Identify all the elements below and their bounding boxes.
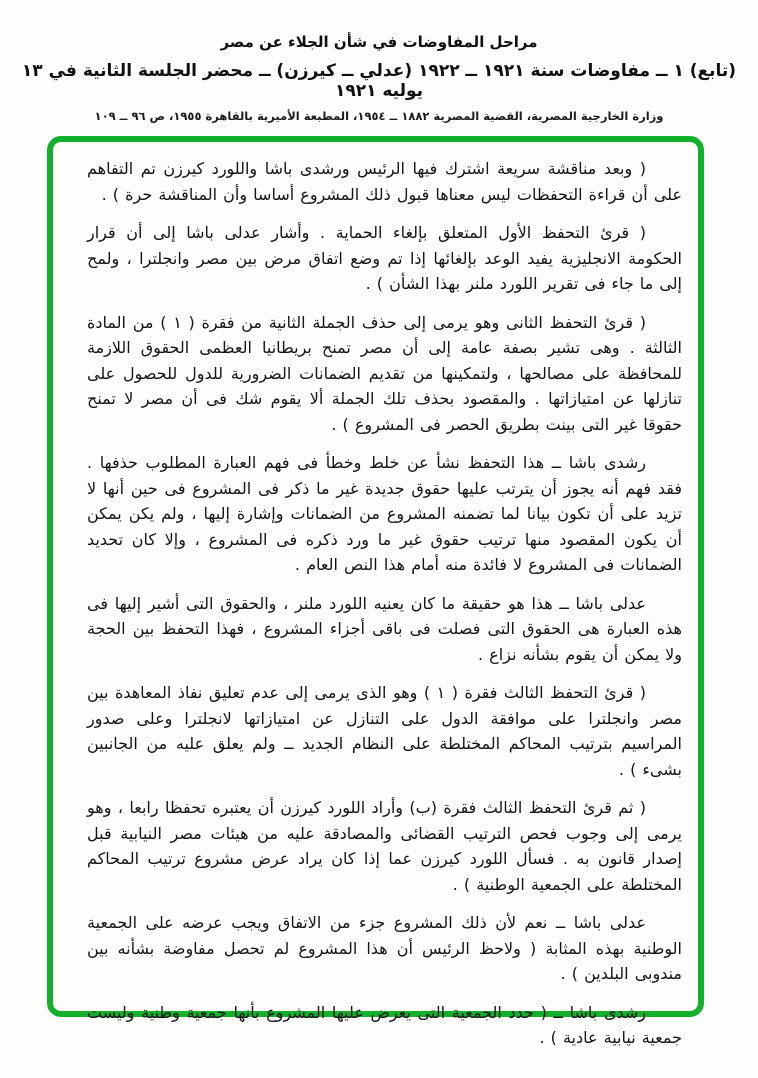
page-title: مراحل المفاوضات في شأن الجلاء عن مصر: [220, 33, 538, 51]
paragraph-9: رشدى باشا ــ ( حدد الجمعية التى يعرض عليها المشروع بأنها جمعية وطنية وليست جمعية نيابية عادية ) .: [87, 1002, 682, 1047]
paragraph-3: ( قرئ التحفظ الثانى وهو يرمى إلى حذف الجملة الثانية من فقرة ( ١ ) من المادة الثالثة . وهى تشير بصفة عامة إلى أن مصر تمنح بريطانيا العظمى الحقوق اللازمة للمحافظة على مصالحها ، ولتمكينها من تقديم الضمانات الضرورية للدول للحصول على تنازلها عن امتيازاتها . والمقصود بحذف تلك الجملة ألا يقوم شك فى أن مصر لا تمنح حقوقا غير التى بينت بطريق الحصر فى المشروع ) .: [87, 312, 682, 434]
paragraph-1: ( وبعد مناقشة سريعة اشترك فيها الرئيس ورشدى باشا واللورد كيرزن تم التفاهم على أن قراءة التحفظات ليس معناها قبول ذلك المشروع أساسا وأن المناقشة حرة ) .: [87, 159, 682, 204]
paragraph-7: ( ثم قرئ التحفظ الثالث فقرة (ب) وأراد اللورد كيرزن أن يعتبره تحفظا رابعا ، وهو يرمى إلى وجوب فحص الترتيب القضائى والمصادقة عليه من هيئات مصر النيابية قبل إصدار قانون به . فسأل اللورد كيرزن عما إذا كان يراد عرض مشروع ترتيب المحاكم المختلطة على الجمعية الوطنية ) .: [87, 798, 682, 894]
paragraph-2: ( قرئ التحفظ الأول المتعلق بإلغاء الحماية . وأشار عدلى باشا إلى أن قرار الحكومة الانجليزية يفيد الوعد بإلغائها إذا تم وضع اتفاق مرض بين مصر وانجلترا ، ولمح إلى ما جاء فى تقرير اللورد ملنر بهذا الشأن ) .: [87, 223, 682, 293]
paragraph-8: عدلى باشا ــ نعم لأن ذلك المشروع جزء من الاتفاق ويجب عرضه على الجمعية الوطنية بهذه المثابة ( ولاحظ الرئيس أن هذا المشروع لم تحصل مفاوضة بشأنه بين مندوبى البلدين ) .: [87, 913, 682, 983]
paragraph-4: رشدى باشا ــ هذا التحفظ نشأ عن خلط وخطأ فى فهم العبارة المطلوب حذفها . فقد فهم أنه يجوز أن يترتب عليها حقوق جديدة غير ما ذكر فى المشروع فى حين أنها لا تزيد على أن تكون بيانا لما تضمنه المشروع من الضمانات وإشارة إليها ، ولم يكن يمكن أن يكون المقصود منها ترتيب حقوق غير ما ورد ذكره فى المشروع ، وإلا كان تحديد الضمانات فى المشروع لا فائدة منه أمام هذا النص العام .: [87, 453, 682, 574]
paragraph-5: عدلى باشا ــ هذا هو حقيقة ما كان يعنيه اللورد ملنر ، والحقوق التى أشير إليها فى هذه العبارة هى الحقوق التى فصلت فى باقى أجزاء المشروع ، فهذا التحفظ بين الحجة ولا يمكن أن يقوم بشأنه نزاع .: [87, 593, 682, 664]
source-citation: وزارة الخارجية المصرية، القضية المصرية ١٨٨٢ ــ ١٩٥٤، المطبعة الأميرية بالقاهرة ١٩٥٥، ص ٩٦ ــ ١٠٩: [94, 109, 664, 123]
session-subtitle: (تابع) ١ ــ مفاوضات سنة ١٩٢١ ــ ١٩٢٢ (عدلي ــ كيرزن) ــ محضر الجلسة الثانية في ١٣ يوليه ١٩٢١: [21, 61, 737, 101]
paragraph-6: ( قرئ التحفظ الثالث فقرة ( ١ ) وهو الذى يرمى إلى عدم تعليق نفاذ المعاهدة بين مصر وانجلترا على موافقة الدول على التنازل عن امتيازاتها لانجلترا وعلى صدور المراسيم بترتيب المحاكم المختلطة على النظام الجديد ــ ولم يعلق عليه من الجانبين بشىء ) .: [87, 683, 682, 779]
document-box: [47, 136, 704, 1047]
document-header: [0, 33, 758, 123]
